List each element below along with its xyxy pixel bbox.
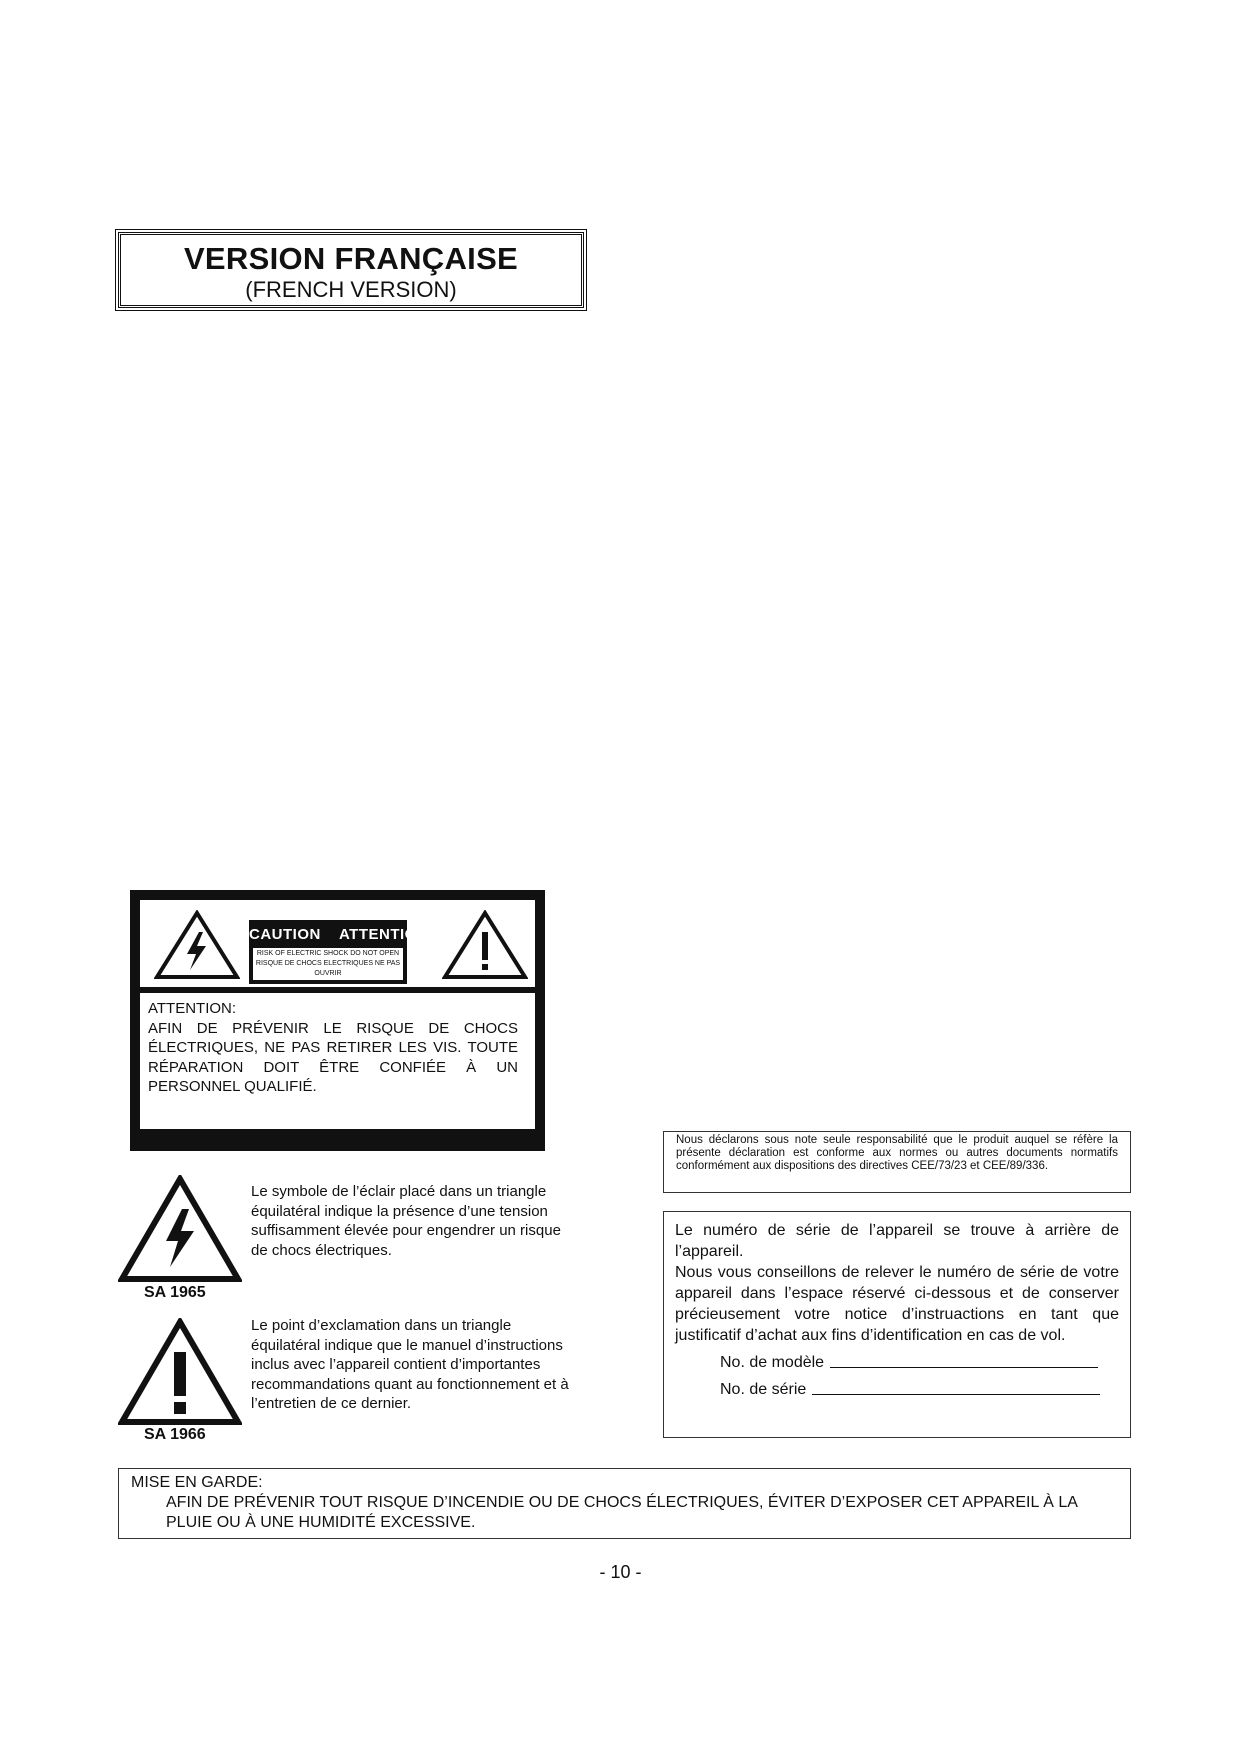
caution-heading: CAUTION ATTENTION	[249, 926, 429, 943]
caution-line-2: RISQUE DE CHOCS ELECTRIQUES NE PAS OUVRIR	[255, 960, 401, 977]
warning-body: AFIN DE PRÉVENIR TOUT RISQUE D’INCENDIE OU DE CHOCS ÉLECTRIQUES, ÉVITER D’EXPOSER CET APPAREIL À LA PLUIE OU À UNE HUMIDITÉ EXCESSIVE.	[166, 1494, 1078, 1531]
lightning-triangle-icon	[154, 910, 240, 980]
declaration-box	[663, 1131, 1131, 1193]
model-number-label: No. de modèle	[720, 1354, 825, 1371]
symbol-code-1: SA 1965	[144, 1284, 206, 1301]
model-number-field[interactable]	[720, 1352, 1119, 1373]
model-number-line[interactable]	[830, 1366, 1098, 1368]
page-subtitle: (FRENCH VERSION)	[245, 277, 457, 302]
exclamation-triangle-icon	[118, 1318, 242, 1426]
attention-body: AFIN DE PRÉVENIR LE RISQUE DE CHOCS ÉLECTRIQUES, NE PAS RETIRER LES VIS. TOUTE RÉPARATION DOIT ÊTRE CONFIÉE À UN PERSONNEL QUALIFIÉ.	[148, 1019, 518, 1095]
caution-sublabel	[253, 948, 403, 980]
serial-number-line[interactable]	[812, 1393, 1100, 1395]
caution-line-1: RISK OF ELECTRIC SHOCK DO NOT OPEN	[256, 950, 400, 957]
serial-number-label: No. de série	[720, 1381, 807, 1398]
serial-info-box	[663, 1211, 1131, 1438]
caution-header	[140, 900, 535, 987]
warning-heading: MISE EN GARDE:	[131, 1474, 263, 1491]
caution-label	[249, 920, 429, 984]
symbol-description-1: Le symbole de l’éclair placé dans un triangle équilatéral indique la présence d’une tension suffisamment élevée pour engendrer un risque de chocs électriques.	[251, 1183, 561, 1259]
lightning-triangle-icon	[118, 1175, 242, 1283]
caution-panel	[130, 890, 545, 1151]
declaration-text: Nous déclarons sous note seule responsabilité que le produit auquel se réfère la présente déclaration est conforme aux normes ou autres documents normatifs conformément aux dispositions des directives CEE/73/23 et CEE/89/336.	[676, 1134, 1118, 1172]
warning-box	[118, 1468, 1131, 1539]
page-title: VERSION FRANÇAISE	[183, 241, 519, 276]
serial-number-field[interactable]	[720, 1379, 1119, 1400]
symbol-description-2: Le point d’exclamation dans un triangle équilatéral indique que le manuel d’instructions inclus avec l’appareil contient d’importantes recommandations quant au fonctionnement et à l’entretien de ce dernier.	[251, 1317, 569, 1412]
symbol-code-2: SA 1966	[144, 1426, 206, 1443]
serial-paragraph-2: Nous vous conseillons de relever le numéro de série de votre appareil dans l’espace réservé ci-dessous et de conserver précieusement votre notice d’instruactions en tant que justificatif d’achat aux fins d’identification en cas de vol.	[675, 1264, 1119, 1344]
attention-text	[148, 999, 518, 1097]
page-number: - 10 -	[599, 1562, 642, 1582]
title-box	[118, 232, 584, 308]
serial-paragraph-1: Le numéro de série de l’appareil se trouve à arrière de l’appareil.	[675, 1222, 1119, 1260]
exclamation-triangle-icon	[442, 910, 528, 980]
attention-box	[140, 993, 535, 1129]
attention-heading: ATTENTION:	[148, 1000, 237, 1017]
